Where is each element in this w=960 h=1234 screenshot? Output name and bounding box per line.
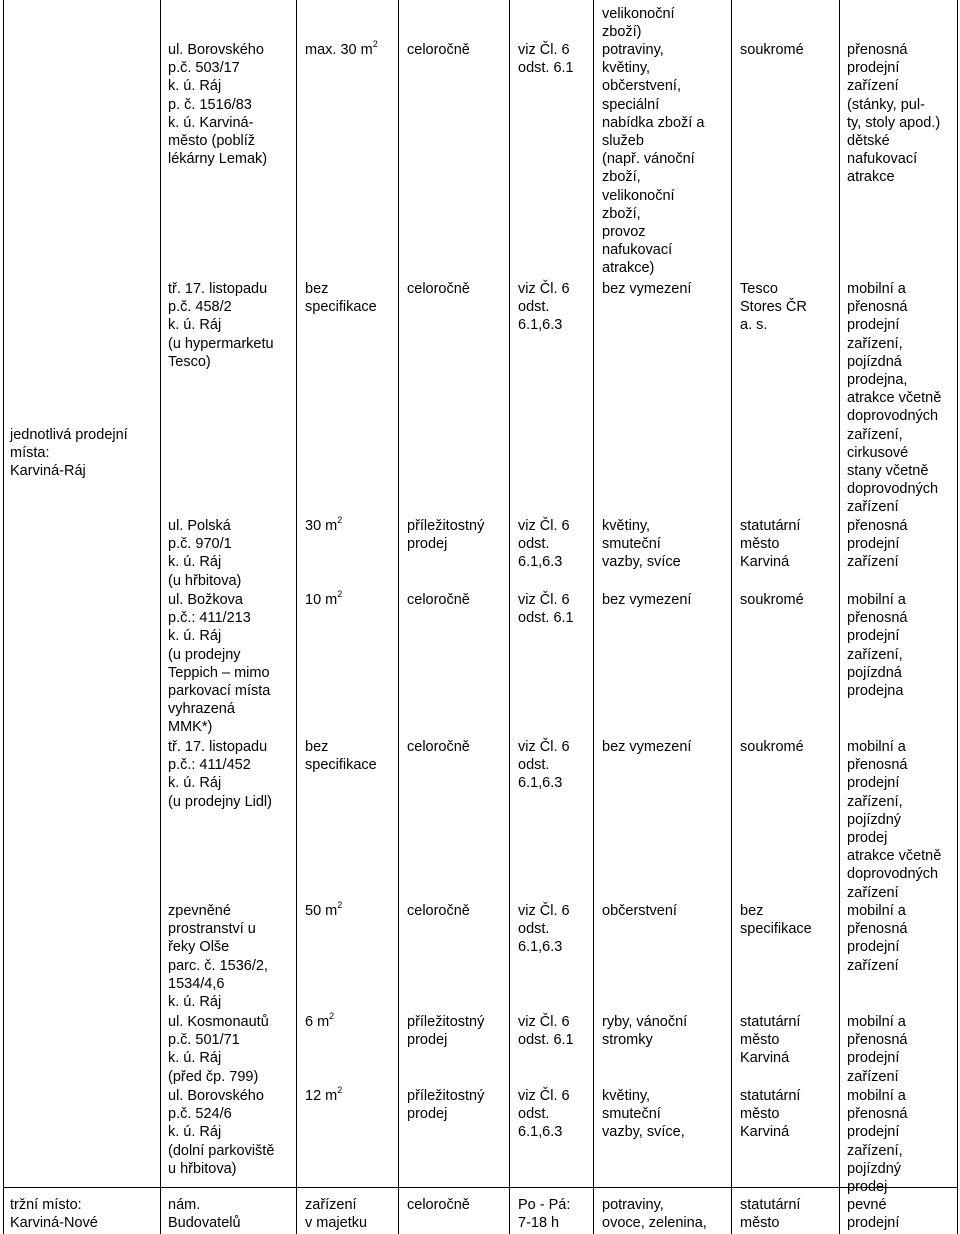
period-cell: celoročně (407, 903, 470, 919)
facility-cell: přenosná prodejní zařízení (stánky, pul- ty, stoly apod.) dětské nafukovací atrakce (847, 42, 941, 186)
area-cell: 12 $m^2$ (305, 1085, 343, 1104)
area-cell: 30 $m^2$ (305, 515, 343, 534)
period-cell: celoročně (407, 1197, 470, 1213)
facility-cell: mobilní a přenosná prodejní zařízení, pojízdná prodejna (847, 592, 908, 700)
goods-cell: potraviny, květiny, občerstvení, speciální nabídka zboží a služeb (např. vánoční zboží, velikonoční zboží, provoz nafukovací atrakce) (602, 42, 705, 277)
operator-cell: statutární město Karviná (740, 518, 801, 571)
goods-cell: bez vymezení (602, 592, 692, 608)
goods-cell: květiny, smuteční vazby, svíce (602, 518, 681, 571)
period-cell: příležitostný prodej (407, 518, 485, 553)
area-cell: bez specifikace (305, 281, 377, 316)
goods-continuation: velikonoční zboží) (602, 6, 675, 41)
operator-cell: statutární město Karviná (740, 1014, 801, 1067)
column-divider (839, 0, 840, 1234)
goods-cell: bez vymezení (602, 739, 692, 755)
operator-cell: soukromé (740, 739, 804, 755)
goods-cell: bez vymezení (602, 281, 692, 297)
operator-cell: bez specifikace (740, 903, 812, 938)
column-divider (593, 0, 594, 1234)
period-cell: příležitostný prodej (407, 1014, 485, 1049)
section-label-raj: jednotlivá prodejní místa: Karviná-Ráj (10, 427, 128, 480)
location-cell: ul. Borovského p.č. 503/17 k. ú. Ráj p. č. 1516/83 k. ú. Karviná- město (poblíž lékárny Lemak) (168, 42, 268, 168)
regulation-cell: viz Čl. 6 odst. 6.1,6.3 (518, 1088, 570, 1141)
column-divider (398, 0, 399, 1234)
period-cell: příležitostný prodej (407, 1088, 485, 1123)
location-cell: ul. Kosmonautů p.č. 501/71 k. ú. Ráj (před čp. 799) (168, 1014, 269, 1085)
regulation-cell: viz Čl. 6 odst. 6.1 (518, 42, 574, 77)
facility-cell: přenosná prodejní zařízení (847, 518, 908, 571)
regulation-cell: viz Čl. 6 odst. 6.1,6.3 (518, 903, 570, 956)
regulation-cell: viz Čl. 6 odst. 6.1,6.3 (518, 518, 570, 571)
operator-cell: Tesco Stores ČR a. s. (740, 281, 807, 334)
regulation-cell: viz Čl. 6 odst. 6.1 (518, 592, 574, 627)
regulation-cell: Po - Pá: 7-18 h (518, 1197, 571, 1232)
location-cell: nám. Budovatelů (168, 1197, 241, 1232)
area-cell: 6 $m^2$ (305, 1011, 335, 1030)
column-divider (731, 0, 732, 1234)
column-divider (509, 0, 510, 1234)
location-cell: ul. Polská p.č. 970/1 k. ú. Ráj (u hřbitova) (168, 518, 242, 589)
column-divider (160, 0, 161, 1234)
regulation-cell: viz Čl. 6 odst. 6.1,6.3 (518, 739, 570, 792)
location-cell: tř. 17. listopadu p.č. 458/2 k. ú. Ráj (u hypermarketu Tesco) (168, 281, 274, 370)
period-cell: celoročně (407, 592, 470, 608)
area-cell: zařízení v majetku (305, 1197, 368, 1232)
facility-cell: mobilní a přenosná prodejní zařízení (847, 903, 908, 974)
location-cell: tř. 17. listopadu p.č.: 411/452 k. ú. Ráj (u prodejny Lidl) (168, 739, 272, 810)
location-cell: zpevněné prostranství u řeky Olše parc. č. 1536/2, 1534/4,6 k. ú. Ráj (168, 903, 268, 1011)
location-cell: ul. Borovského p.č. 524/6 k. ú. Ráj (dolní parkoviště u hřbitova) (168, 1088, 275, 1177)
facility-cell: mobilní a přenosná prodejní zařízení (847, 1014, 908, 1085)
goods-cell: občerstvení (602, 903, 677, 919)
regulation-cell: viz Čl. 6 odst. 6.1,6.3 (518, 281, 570, 334)
goods-cell: potraviny, ovoce, zelenina, (602, 1197, 707, 1232)
facility-cell: mobilní a přenosná prodejní zařízení, pojízdný prodej (847, 1088, 908, 1196)
area-cell: max. 30 $m^2$ (305, 39, 378, 58)
regulation-cell: viz Čl. 6 odst. 6.1 (518, 1014, 574, 1049)
operator-cell: soukromé (740, 592, 804, 608)
facility-cell: mobilní a přenosná prodejní zařízení, pojízdný prodej atrakce včetně doprovodných zařízení (847, 739, 942, 901)
area-cell: bez specifikace (305, 739, 377, 774)
operator-cell: statutární město Karviná (740, 1088, 801, 1141)
period-cell: celoročně (407, 739, 470, 755)
area-cell: 50 $m^2$ (305, 900, 343, 919)
facility-cell: mobilní a přenosná prodejní zařízení, pojízdná prodejna, atrakce včetně doprovodných zařízení, cirkusové stany včetně doprovodných zařízení (847, 281, 942, 516)
operator-cell: soukromé (740, 42, 804, 58)
area-cell: 10 $m^2$ (305, 589, 343, 608)
period-cell: celoročně (407, 281, 470, 297)
goods-cell: ryby, vánoční stromky (602, 1014, 688, 1049)
column-divider (296, 0, 297, 1234)
facility-cell: pevné prodejní (847, 1197, 900, 1232)
section-divider (3, 1187, 958, 1188)
period-cell: celoročně (407, 42, 470, 58)
section-label-nove: tržní místo: Karviná-Nové (10, 1197, 98, 1232)
location-cell: ul. Božkova p.č.: 411/213 k. ú. Ráj (u prodejny Teppich – mimo parkovací místa vyhrazená MMK*) (168, 592, 271, 736)
goods-cell: květiny, smuteční vazby, svíce, (602, 1088, 685, 1141)
operator-cell: statutární město (740, 1197, 801, 1232)
